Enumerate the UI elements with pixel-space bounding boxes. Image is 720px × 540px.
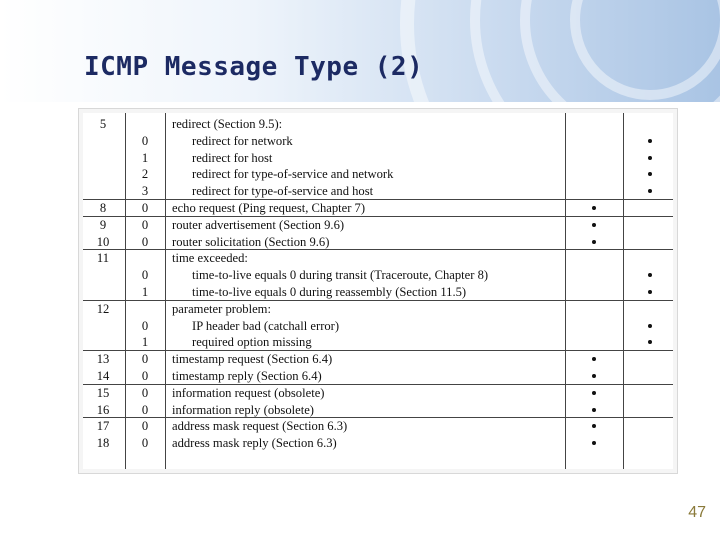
description-cell: redirect for type-of-service and network [192,167,394,182]
code-cell: 3 [141,184,149,199]
type-cell: 15 [96,385,110,400]
table-row [83,217,673,234]
icmp-table-image [78,108,678,474]
type-cell: 18 [96,436,110,451]
code-cell: 1 [141,150,149,165]
error-marker [648,273,652,277]
description-cell: timestamp request (Section 6.4) [172,352,333,367]
row-group-divider [83,199,673,200]
table-row [83,267,673,284]
code-cell: 2 [141,167,149,182]
row-group-divider [83,249,673,250]
query-marker [592,206,596,210]
description-cell: address mask reply (Section 6.3) [172,436,337,451]
query-marker [592,240,596,244]
code-cell: 0 [141,318,149,333]
error-marker [648,156,652,160]
query-marker [592,441,596,445]
query-marker [592,391,596,395]
query-marker [592,408,596,412]
code-cell: 0 [141,402,149,417]
description-cell: time-to-live equals 0 during transit (Traceroute, Chapter 8) [192,268,489,283]
table-row [83,435,673,452]
query-marker [592,424,596,428]
description-cell: redirect for host [192,150,273,165]
type-cell: 13 [96,352,110,367]
type-cell: 14 [96,369,110,383]
table-row [83,334,673,351]
row-group-divider [83,350,673,351]
description-cell: required option missing [192,335,312,350]
description-cell: parameter problem: [172,301,271,316]
error-marker [648,290,652,294]
error-marker [648,340,652,344]
table-row [83,116,673,133]
table-row [83,150,673,167]
code-cell: 0 [141,436,149,451]
code-cell: 0 [141,369,149,383]
table-row [83,385,673,402]
query-marker [592,374,596,378]
table-row [83,284,673,301]
type-cell: 8 [99,201,107,215]
icmp-message-table [83,113,673,469]
description-cell: redirect (Section 9.5): [172,117,283,131]
header-banner [0,0,720,102]
table-row [83,133,673,150]
code-cell: 0 [141,133,149,148]
description-cell: IP header bad (catchall error) [192,318,340,333]
code-cell: 1 [141,335,149,350]
row-group-divider [83,300,673,301]
table-row [83,250,673,267]
query-marker [592,357,596,361]
description-cell: echo request (Ping request, Chapter 7) [172,201,366,215]
query-marker [592,223,596,227]
code-cell: 0 [141,217,149,232]
description-cell: time exceeded: [172,251,248,266]
code-cell: 0 [141,201,149,215]
error-marker [648,172,652,176]
description-cell: information reply (obsolete) [172,402,314,417]
code-cell: 0 [141,268,149,283]
table-row [83,234,673,251]
description-cell: router advertisement (Section 9.6) [172,217,345,232]
table-row [83,402,673,419]
error-marker [648,189,652,193]
table-row [83,301,673,318]
page-number: 47 [688,504,706,521]
description-cell: time-to-live equals 0 during reassembly (Section 11.5) [192,285,467,299]
description-cell: information request (obsolete) [172,385,325,400]
type-cell: 17 [96,419,110,434]
type-cell: 9 [99,217,107,232]
decorative-arc [400,0,720,102]
code-cell: 1 [141,285,149,299]
row-group-divider [83,384,673,385]
type-cell: 5 [99,117,107,131]
slide-title: ICMP Message Type (2) [84,52,424,82]
row-group-divider [83,417,673,418]
table-row [83,368,673,385]
description-cell: redirect for type-of-service and host [192,184,374,199]
description-cell: redirect for network [192,133,293,148]
description-cell: timestamp reply (Section 6.4) [172,369,322,383]
description-cell: router solicitation (Section 9.6) [172,234,330,249]
error-marker [648,324,652,328]
type-cell: 11 [96,251,110,266]
error-marker [648,139,652,143]
code-cell: 0 [141,352,149,367]
table-row [83,418,673,435]
code-cell: 0 [141,419,149,434]
code-cell: 0 [141,385,149,400]
table-row [83,200,673,217]
table-row [83,318,673,335]
code-cell: 0 [141,234,149,249]
type-cell: 12 [96,301,110,316]
table-row [83,166,673,183]
type-cell: 16 [96,402,110,417]
table-row [83,183,673,200]
row-group-divider [83,216,673,217]
description-cell: address mask request (Section 6.3) [172,419,348,434]
table-row [83,351,673,368]
type-cell: 10 [96,234,110,249]
